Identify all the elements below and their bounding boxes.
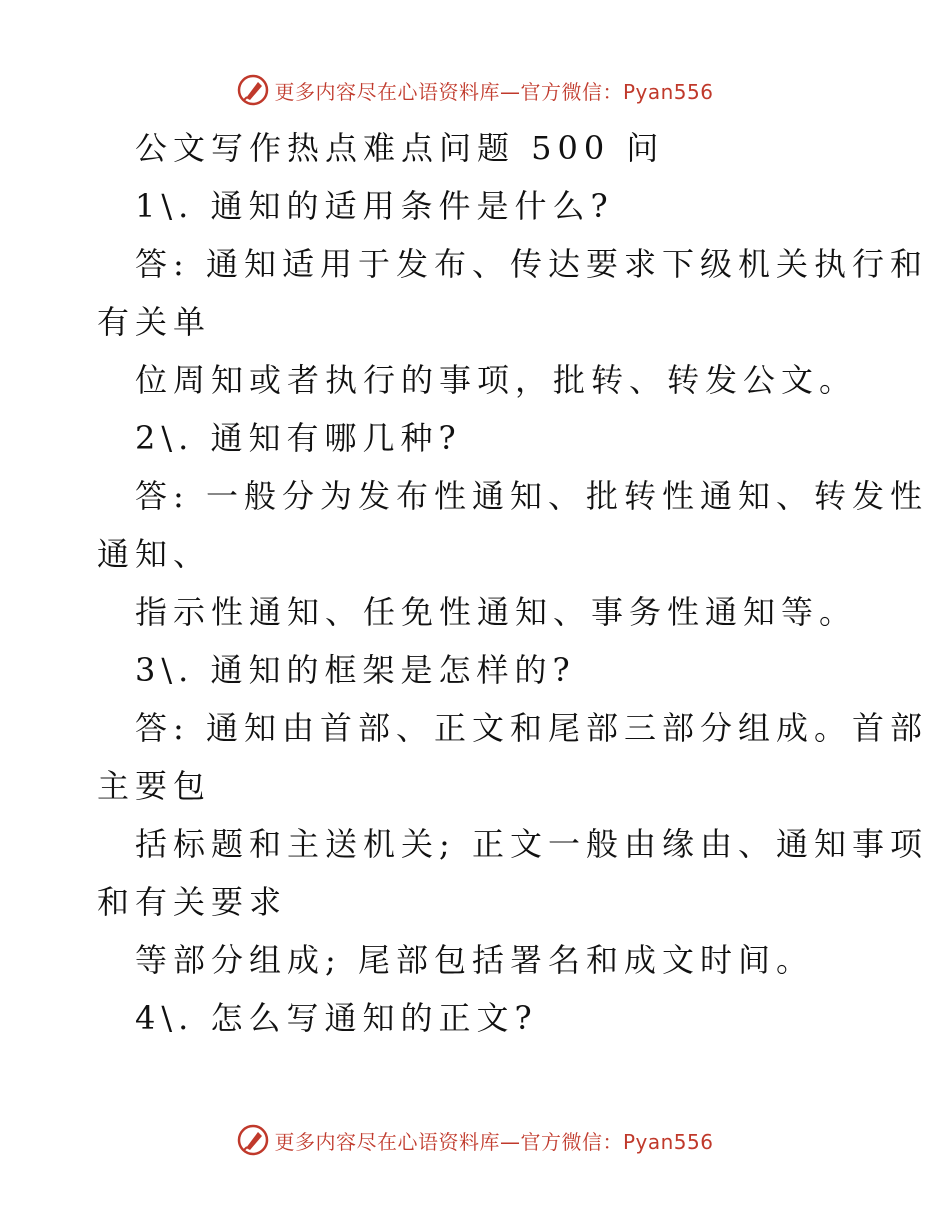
answer-2-line-1: 答: 一般分为发布性通知、批转性通知、转发性 [135, 477, 928, 515]
header-banner-text: 更多内容尽在心语资料库—官方微信：Pyan556 [274, 79, 714, 104]
document-title: 公文写作热点难点问题 500 问 [135, 129, 665, 167]
answer-3-line-2: 主要包 [97, 767, 212, 805]
answer-3-line-3: 括标题和主送机关; 正文一般由缘由、通知事项 [135, 825, 928, 863]
answer-1-line-2: 有关单 [97, 303, 212, 341]
header-banner [0, 70, 950, 110]
pen-nib-logo-icon [236, 73, 270, 107]
footer-banner-text: 更多内容尽在心语资料库—官方微信：Pyan556 [274, 1129, 714, 1154]
question-1: 1\. 通知的适用条件是什么? [135, 187, 614, 225]
answer-1-line-3: 位周知或者执行的事项，批转、转发公文。 [135, 361, 858, 399]
answer-3-line-5: 等部分组成; 尾部包括署名和成文时间。 [135, 941, 814, 979]
answer-2-line-2: 通知、 [97, 535, 212, 573]
answer-3-line-4: 和有关要求 [97, 883, 288, 921]
footer-banner [0, 1120, 950, 1160]
answer-3-line-1: 答: 通知由首部、正文和尾部三部分组成。首部 [135, 709, 928, 747]
pen-nib-logo-icon [236, 1123, 270, 1157]
question-3: 3\. 通知的框架是怎样的? [135, 651, 576, 689]
answer-1-line-1: 答: 通知适用于发布、传达要求下级机关执行和 [135, 245, 928, 283]
answer-2-line-3: 指示性通知、任免性通知、事务性通知等。 [135, 593, 858, 631]
question-4: 4\. 怎么写通知的正文? [135, 999, 538, 1037]
question-2: 2\. 通知有哪几种? [135, 419, 462, 457]
